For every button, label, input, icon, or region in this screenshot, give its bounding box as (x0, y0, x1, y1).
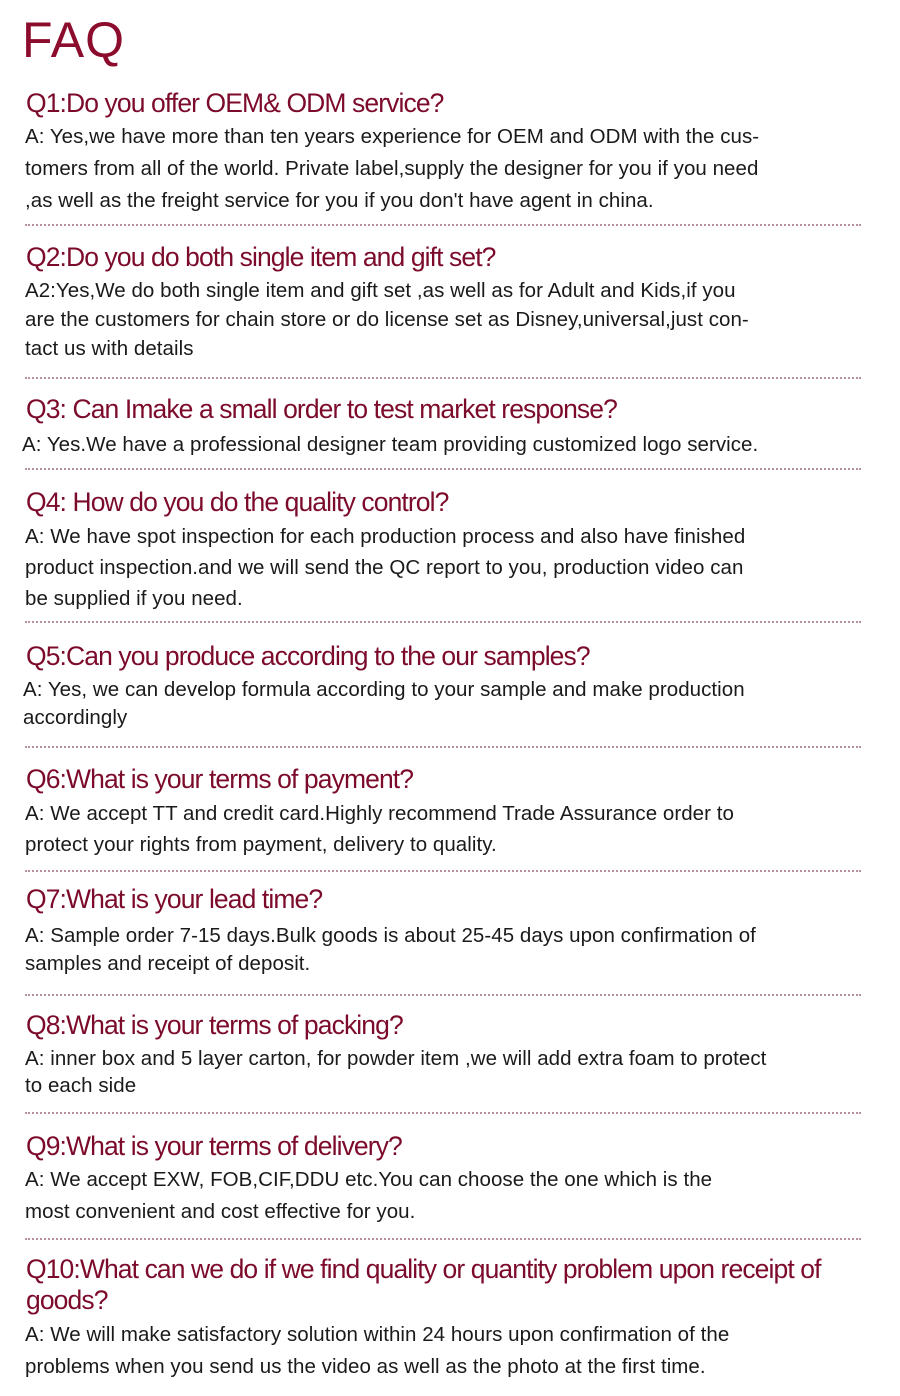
faq-answer-3 (22, 430, 872, 459)
answer-line: A: Yes,we have more than ten years experience for OEM and ODM with the cus- (25, 125, 760, 148)
answer-line: ,as well as the freight service for you if you don't have agent in china. (25, 189, 654, 212)
answer-line: A: We accept EXW, FOB,CIF,DDU etc.You can choose the one which is the (25, 1168, 713, 1191)
answer-line: A: We will make satisfactory solution within 24 hours upon confirmation of the (25, 1323, 730, 1346)
faq-question-8: Q8:What is your terms of packing? (26, 1010, 403, 1040)
faq-answer-7 (25, 922, 875, 978)
faq-answer-6 (25, 798, 875, 860)
faq-question-9: Q9:What is your terms of delivery? (26, 1131, 402, 1161)
answer-line: samples and receipt of deposit. (25, 952, 311, 975)
answer-line: problems when you send us the video as well as the photo at the first time. (25, 1355, 706, 1378)
answer-line: protect your rights from payment, delivery to quality. (25, 833, 497, 856)
faq-answer-2 (25, 276, 875, 363)
divider (25, 1238, 861, 1240)
divider (25, 746, 861, 748)
faq-question-3: Q3: Can Imake a small order to test market response? (26, 394, 617, 424)
faq-question-1: Q1:Do you offer OEM& ODM service? (26, 88, 444, 118)
divider (25, 994, 861, 996)
answer-line: A: inner box and 5 layer carton, for powder item ,we will add extra foam to protect (25, 1047, 767, 1070)
answer-line: product inspection.and we will send the QC report to you, production video can (25, 556, 744, 579)
faq-question-4: Q4: How do you do the quality control? (26, 487, 449, 517)
answer-line: to each side (25, 1074, 137, 1097)
faq-question-2: Q2:Do you do both single item and gift set? (26, 242, 496, 272)
divider (25, 468, 861, 470)
faq-answer-1 (25, 121, 875, 217)
answer-line: A: Yes, we can develop formula according to your sample and make production (23, 678, 745, 701)
answer-line: A: We have spot inspection for each production process and also have finished (25, 525, 746, 548)
answer-line: A2:Yes,We do both single item and gift set ,as well as for Adult and Kids,if you (25, 279, 736, 302)
answer-line: A: Sample order 7-15 days.Bulk goods is about 25-45 days upon confirmation of (25, 924, 756, 947)
answer-line: are the customers for chain store or do license set as Disney,universal,just con- (25, 308, 749, 331)
answer-line: tact us with details (25, 337, 194, 360)
answer-line: A: Yes.We have a professional designer team providing customized logo service. (22, 433, 759, 456)
faq-answer-9 (25, 1164, 875, 1228)
faq-question-7: Q7:What is your lead time? (26, 884, 323, 914)
page-title: FAQ (22, 12, 126, 68)
divider (25, 621, 861, 623)
answer-line: A: We accept TT and credit card.Highly recommend Trade Assurance order to (25, 802, 734, 825)
answer-line: be supplied if you need. (25, 587, 243, 610)
faq-answer-8 (25, 1045, 875, 1099)
faq-question-10: Q10:What can we do if we find quality or quantity problem upon receipt of goods? (26, 1254, 821, 1315)
divider (25, 870, 861, 872)
faq-answer-10 (25, 1319, 875, 1383)
faq-answer-5 (23, 676, 873, 732)
divider (25, 377, 861, 379)
divider (25, 224, 861, 226)
faq-question-6: Q6:What is your terms of payment? (26, 764, 414, 794)
answer-line: accordingly (23, 706, 128, 729)
divider (25, 1112, 861, 1114)
answer-line: most convenient and cost effective for you. (25, 1200, 416, 1223)
faq-answer-4 (25, 521, 875, 614)
answer-line: tomers from all of the world. Private label,supply the designer for you if you need (25, 157, 759, 180)
faq-question-5: Q5:Can you produce according to the our samples? (26, 641, 590, 671)
